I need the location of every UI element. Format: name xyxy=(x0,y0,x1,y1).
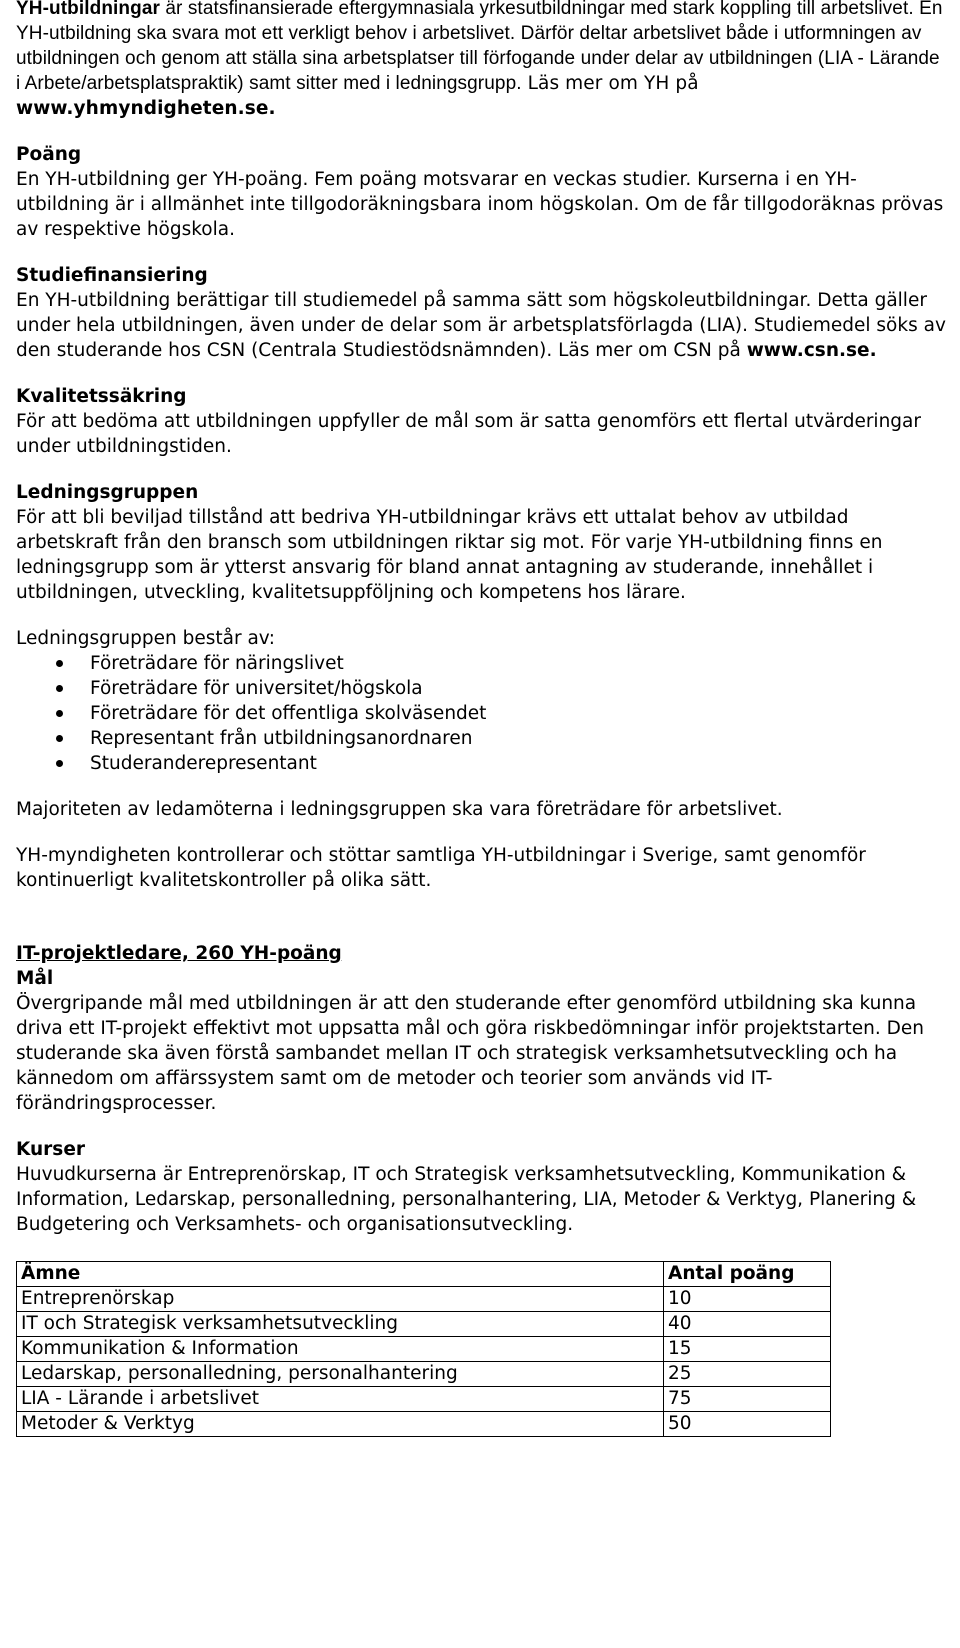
cell-subject: Metoder & Verktyg xyxy=(17,1412,664,1437)
points-table xyxy=(16,1261,831,1437)
csn-link[interactable]: www.csn.se xyxy=(746,340,870,361)
table-header-row xyxy=(17,1262,831,1287)
myndighet-text: YH-myndigheten kontrollerar och stöttar samtliga YH-utbildningar i Sverige, samt genomför kontinuerligt kvalitetskontroller på olika sätt. xyxy=(16,845,866,891)
cell-points: 75 xyxy=(664,1387,831,1412)
poang-text: En YH-utbildning ger YH-poäng. Fem poäng motsvarar en veckas studier. Kurserna i en YH-utbildning är i allmänhet inte tillgodoräkningsbara inom högskolan. Om de får tillgodoräknas prövas av respektive högskola. xyxy=(16,169,944,240)
ledning-list-intro: Ledningsgruppen består av: xyxy=(16,628,275,649)
cell-points: 40 xyxy=(664,1312,831,1337)
table-row xyxy=(17,1412,831,1437)
ledning-text: För att bli beviljad tillstånd att bedriva YH-utbildningar krävs ett uttalat behov av utbildad arbetskraft från den bransch som utbildningen riktar sig mot. För varje YH-utbildning finns en ledningsgrupp som är ytterst ansvarig för bland annat antagning av studerande, innehållet i utbildningen, utveckling, kvalitetsuppföljning och kompetens hos lärare. xyxy=(16,507,883,603)
list-item: Företrädare för det offentliga skolväsendet xyxy=(16,701,946,726)
studiefinansiering-body: En YH-utbildning berättigar till studiemedel på samma sätt som högskoleutbildningar. Detta gäller under hela utbildningen, även under de delar som är arbetsplatsförlagda (LIA). Studiemedel söks av den studerande hos CSN (Centrala Studiestödsnämnden). Läs mer om CSN på xyxy=(16,290,946,361)
table-row xyxy=(17,1287,831,1312)
section-program xyxy=(16,941,946,1237)
section-ledning xyxy=(16,480,946,893)
table-row xyxy=(17,1312,831,1337)
cell-subject: Ledarskap, personalledning, personalhantering xyxy=(17,1362,664,1387)
table-row xyxy=(17,1362,831,1387)
section-poang xyxy=(16,142,946,242)
studiefinansiering-heading: Studiefinansiering xyxy=(16,265,208,286)
list-item: Företrädare för näringslivet xyxy=(16,651,946,676)
header-amne: Ämne xyxy=(17,1262,664,1287)
mal-heading: Mål xyxy=(16,968,54,989)
table-row xyxy=(17,1337,831,1362)
intro-paragraph xyxy=(16,0,946,121)
cell-points: 10 xyxy=(664,1287,831,1312)
table-row xyxy=(17,1387,831,1412)
cell-subject: Kommunikation & Information xyxy=(17,1337,664,1362)
header-antal-poang: Antal poäng xyxy=(664,1262,831,1287)
section-kvalitet xyxy=(16,384,946,459)
mal-text: Övergripande mål med utbildningen är att den studerande efter genomförd utbildning ska kunna driva ett IT-projekt effektivt mot uppsatta mål och göra riskbedömningar inför projektstarten. Den studerande ska även förstå sambandet mellan IT och strategisk verksamhetsutveckling och ha kännedom om affärssystem samt om de metoder och teorier som används vid IT-förändringsprocesser. xyxy=(16,993,924,1114)
cell-subject: Entreprenörskap xyxy=(17,1287,664,1312)
yh-link[interactable]: www.yhmyndigheten.se xyxy=(16,98,269,119)
cell-points: 15 xyxy=(664,1337,831,1362)
kvalitet-heading: Kvalitetssäkring xyxy=(16,386,187,407)
list-item: Representant från utbildningsanordnaren xyxy=(16,726,946,751)
section-studiefinansiering xyxy=(16,263,946,363)
kurser-text: Huvudkurserna är Entreprenörskap, IT och Strategisk verksamhetsutveckling, Kommunikation & Information, Ledarskap, personalledning, personalhantering, LIA, Metoder & Verktyg, Planering & Budgetering och Verksamhets- och organisationsutveckling. xyxy=(16,1164,917,1235)
intro-text: är statsfinansierade eftergymnasiala yrkesutbildningar med stark koppling till arbetslivet. En YH-utbildning ska svara mot ett verkligt behov i arbetslivet. Därför deltar arbetslivet både i utformningen av utbildningen och genom att ställa sina arbetsplatser till förfogande under delar av utbildningen (LIA - Lärande i Arbete/arbetsplatspraktik) samt sitter med i ledningsgrupp. xyxy=(16,0,943,94)
document-page xyxy=(16,0,946,1437)
majority-text: Majoriteten av ledamöterna i ledningsgruppen ska vara företrädare för arbetslivet. xyxy=(16,799,783,820)
kvalitet-text: För att bedöma att utbildningen uppfyller de mål som är satta genomförs ett flertal utvärderingar under utbildningstiden. xyxy=(16,411,921,457)
csn-link-end: . xyxy=(869,340,877,361)
list-item: Företrädare för universitet/högskola xyxy=(16,676,946,701)
ledning-heading: Ledningsgruppen xyxy=(16,482,199,503)
ledning-members-list xyxy=(16,651,946,776)
cell-points: 25 xyxy=(664,1362,831,1387)
intro-tail: Läs mer om YH på xyxy=(521,73,699,94)
kurser-heading: Kurser xyxy=(16,1139,85,1160)
program-title: IT-projektledare, 260 YH-poäng xyxy=(16,943,342,964)
cell-subject: IT och Strategisk verksamhetsutveckling xyxy=(17,1312,664,1337)
poang-heading: Poäng xyxy=(16,144,82,165)
studiefinansiering-text xyxy=(16,288,946,363)
list-item: Studeranderepresentant xyxy=(16,751,946,776)
cell-subject: LIA - Lärande i arbetslivet xyxy=(17,1387,664,1412)
intro-bold-lead: YH-utbildningar xyxy=(16,0,160,19)
cell-points: 50 xyxy=(664,1412,831,1437)
intro-link-end: . xyxy=(268,98,276,119)
